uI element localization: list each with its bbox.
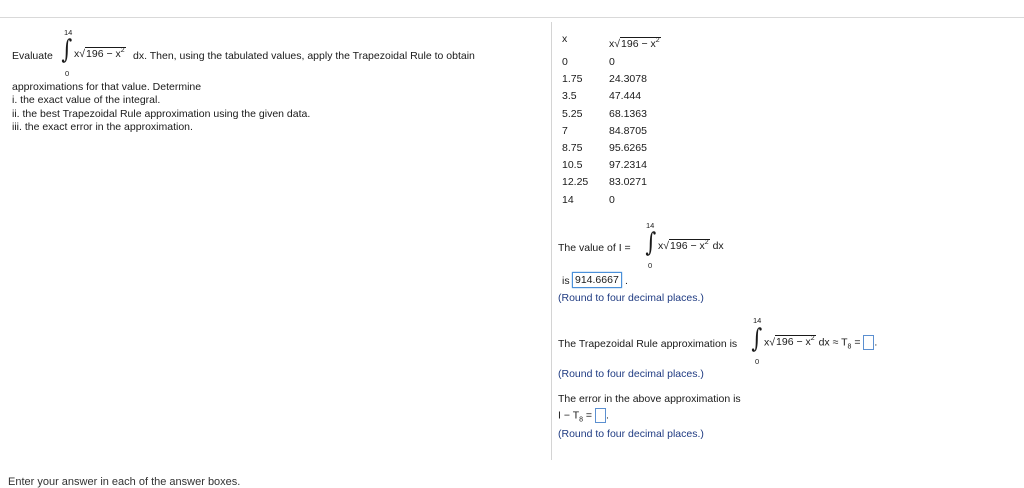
part2-lower-limit: 0 (755, 357, 760, 366)
integral-upper-limit: 14 (64, 28, 73, 37)
problem-instruction: dx. Then, using the tabulated values, apply the Trapezoidal Rule to obtain (133, 50, 475, 62)
part1-upper-limit: 14 (646, 221, 655, 230)
trapezoidal-answer-box[interactable] (863, 335, 874, 350)
part1-integral-sign: ∫ (645, 228, 657, 258)
part2-integrand: $x√196 - x^2$ dx ≈ $T_8$ = . (764, 335, 878, 351)
part2-rounding-hint: (Round to four decimal places.) (558, 368, 704, 380)
task-item-1: i. the exact value of the integral. (12, 94, 161, 106)
part1-rounding-hint: (Round to four decimal places.) (558, 292, 704, 304)
table-cell-fx: 68.1363 (609, 107, 647, 120)
part2-prefix: The Trapezoidal Rule approximation is (558, 338, 738, 350)
panel-divider (551, 22, 552, 460)
sqrt-symbol: √ (79, 48, 86, 60)
exact-value-answer-box[interactable]: 914.6667 (572, 272, 622, 288)
table-cell-fx: 0 (609, 193, 615, 206)
table-cell-x: 0 (562, 56, 568, 68)
problem-line2: approximations for that value. Determine (12, 81, 202, 93)
task-item-2: ii. the best Trapezoidal Rule approximation using the given data. (12, 108, 311, 120)
table-cell-x: 3.5 (562, 90, 577, 103)
table-cell-fx: 24.3078 (609, 73, 647, 86)
table-cell-fx: 47.444 (609, 90, 642, 103)
integrand: $x√196 - x^2$ (74, 47, 125, 60)
part1-integrand: $x√196 - x^2$ dx (658, 239, 724, 252)
integral-sign: ∫ (61, 35, 73, 65)
part2-integral-sign: ∫ (751, 324, 763, 354)
part3-line1: The error in the above approximation is (558, 393, 741, 405)
table-cell-x: 10.5 (562, 159, 583, 172)
table-cell-fx: 97.2314 (609, 159, 647, 172)
table-cell-x: 5.25 (562, 107, 583, 120)
evaluate-label: Evaluate (12, 50, 53, 62)
table-cell-fx: 0 (609, 56, 615, 68)
table-cell-x: 8.75 (562, 142, 583, 154)
footer-instructions: Enter your answer in each of the answer boxes. (8, 476, 241, 488)
table-cell-x: 7 (562, 124, 568, 137)
part1-period: . (625, 275, 628, 287)
table-cell-x: 1.75 (562, 73, 583, 86)
integral-lower-limit: 0 (65, 69, 70, 78)
part3-expression: $I - T_8$ = . (558, 409, 609, 424)
table-cell-fx: 84.8705 (609, 124, 647, 137)
top-border (0, 17, 1024, 18)
part1-is-label: is (562, 275, 570, 287)
table-cell-fx: 95.6265 (609, 142, 647, 154)
error-answer-box[interactable] (595, 408, 606, 423)
table-cell-fx: 83.0271 (609, 176, 647, 189)
part1-lower-limit: 0 (648, 261, 653, 270)
table-header-fx: $x√196 - x^2$ (609, 37, 660, 50)
table-cell-x: 12.25 (562, 176, 589, 189)
table-header-x: x (562, 33, 568, 45)
part3-rounding-hint: (Round to four decimal places.) (558, 428, 704, 440)
table-cell-x: 14 (562, 193, 574, 206)
part2-upper-limit: 14 (753, 316, 762, 325)
task-item-3: iii. the exact error in the approximation. (12, 121, 193, 133)
part1-prefix: The value of I = (558, 242, 631, 254)
